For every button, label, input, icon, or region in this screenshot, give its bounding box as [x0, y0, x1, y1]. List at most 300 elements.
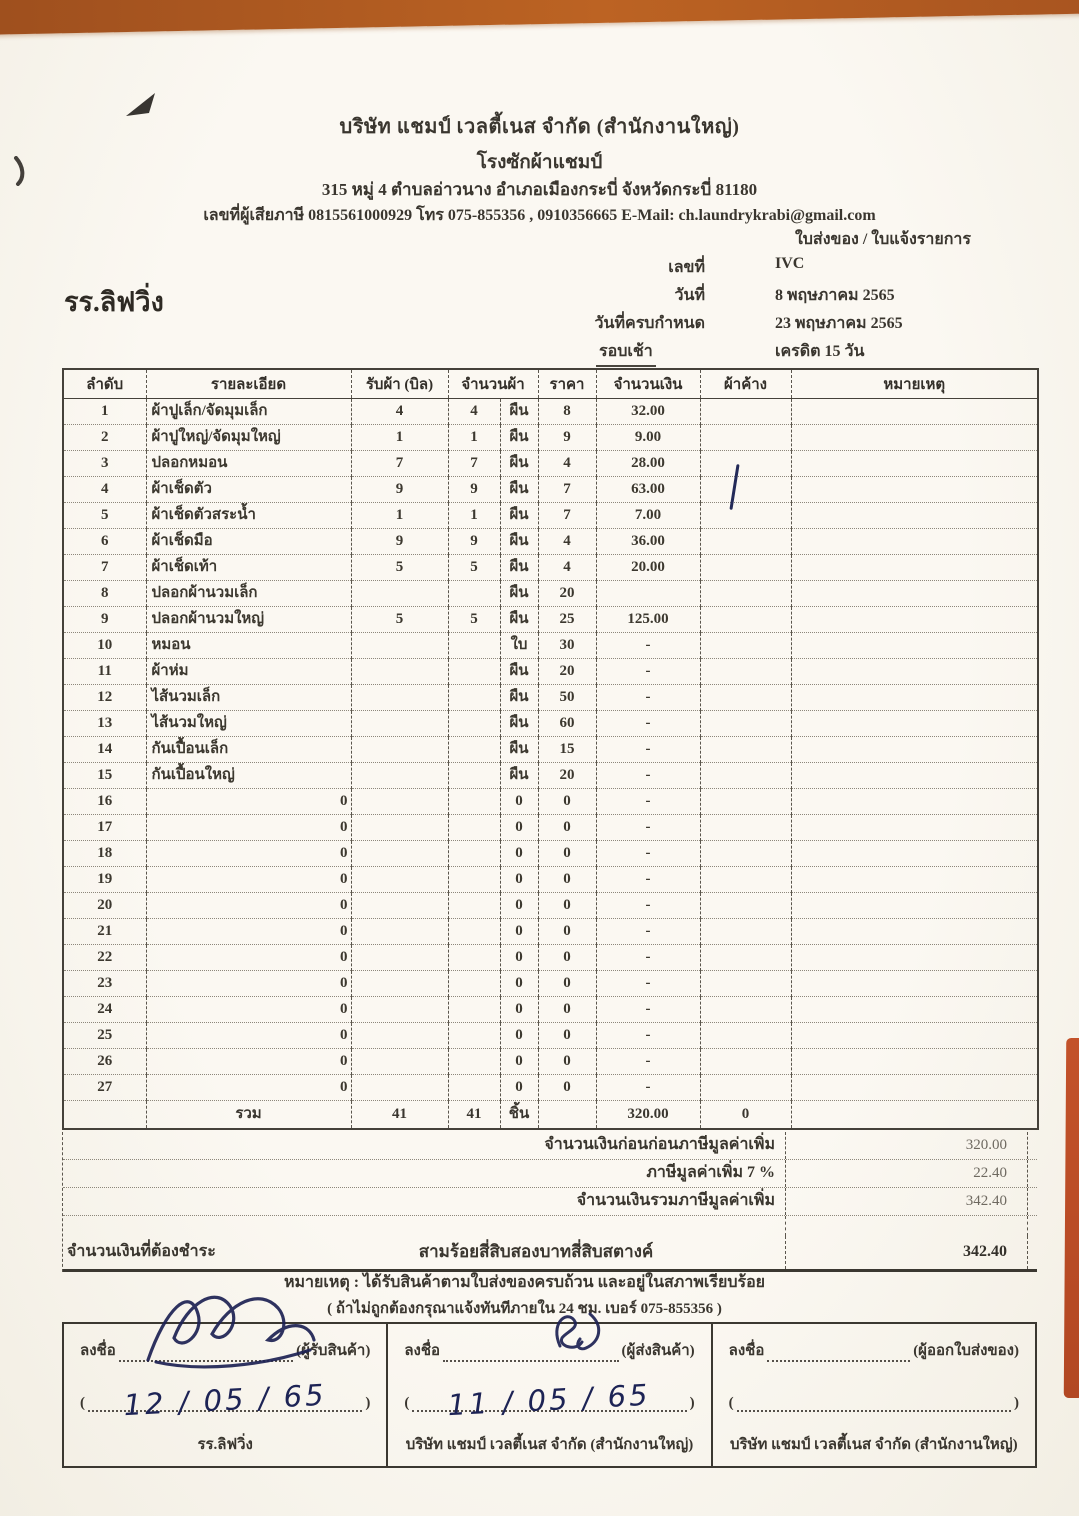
cell-no: 6: [63, 529, 146, 555]
cell-bill: 9: [351, 529, 448, 555]
cell-desc: ไส้นวมเล็ก: [146, 685, 351, 711]
cell-price: 0: [538, 919, 596, 945]
cell-qty: [448, 919, 500, 945]
cell-bill: [351, 997, 448, 1023]
cell-price: 9: [538, 425, 596, 451]
cell-note: [791, 1075, 1038, 1101]
cell-qty: [448, 971, 500, 997]
cell-desc: 0: [146, 971, 351, 997]
summary-spacer-end: [1028, 1216, 1037, 1236]
cell-unit: ใบ: [500, 633, 538, 659]
cell-bill: [351, 893, 448, 919]
signature-line: [729, 1340, 1019, 1362]
signer-role: (ผู้ส่งสินค้า): [621, 1343, 695, 1359]
cell-desc: ไส้นวมใหญ่: [146, 711, 351, 737]
cell-desc: 0: [146, 841, 351, 867]
cell-desc: 0: [146, 893, 351, 919]
signature-box-3: [711, 1324, 1035, 1466]
paren-open: (: [404, 1395, 410, 1411]
cell-amount: 9.00: [596, 425, 700, 451]
cell-no: 22: [63, 945, 146, 971]
cell-desc: 0: [146, 919, 351, 945]
invoice-number-value: IVC: [775, 255, 805, 272]
cell-note: [791, 607, 1038, 633]
cell-no: 11: [63, 659, 146, 685]
cell-price: 4: [538, 555, 596, 581]
cell-price: 0: [538, 1049, 596, 1075]
signer-role: (ผู้รับสินค้า): [296, 1343, 371, 1359]
cell-note: [791, 867, 1038, 893]
cell-price: 0: [538, 815, 596, 841]
sign-label: ลงชื่อ: [80, 1343, 116, 1359]
cell-desc: 0: [146, 945, 351, 971]
cell-pending: [700, 945, 791, 971]
cell-qty: 9: [448, 477, 500, 503]
cell-unit: 0: [500, 1023, 538, 1049]
cell-amount: [596, 581, 700, 607]
cell-no: 14: [63, 737, 146, 763]
cell-qty: [448, 1075, 500, 1101]
cell-pending: [700, 1049, 791, 1075]
cell-price: 50: [538, 685, 596, 711]
col-header-description: รายละเอียด: [146, 369, 351, 399]
table-row: [63, 633, 1038, 659]
cell-price: 0: [538, 971, 596, 997]
cell-unit: ผืน: [500, 659, 538, 685]
cell-qty: 9: [448, 529, 500, 555]
table-row: [63, 555, 1038, 581]
summary-label: จำนวนเงินก่อนก่อนภาษีมูลค่าเพิ่ม: [544, 1136, 775, 1153]
cell-unit: ผืน: [500, 451, 538, 477]
table-row: [63, 945, 1038, 971]
name-dotted-line: [412, 1377, 686, 1423]
company-subtitle: โรงซักผ้าแชมป์: [476, 152, 603, 173]
cell-bill: [351, 867, 448, 893]
cell-qty: [448, 867, 500, 893]
cell-price: 30: [538, 633, 596, 659]
signer-role: (ผู้ออกใบส่งของ): [913, 1343, 1019, 1359]
meta-row-due-date: [520, 311, 1040, 339]
table-row: [63, 399, 1038, 425]
scanner-background-right: [1064, 1038, 1079, 1398]
summary-spacer-cell: [785, 1216, 1028, 1236]
cell-note: [791, 477, 1038, 503]
paren-open: (: [728, 1395, 734, 1411]
cell-pending: [700, 997, 791, 1023]
cell-qty: 7: [448, 451, 500, 477]
cell-bill: [351, 711, 448, 737]
cell-amount: -: [596, 711, 700, 737]
col-header-price: ราคา: [538, 369, 596, 399]
table-row: [63, 659, 1038, 685]
cell-price: 8: [538, 399, 596, 425]
table-row: [63, 711, 1038, 737]
summary-value: 342.40: [785, 1188, 1028, 1215]
total-cell-qty: 41: [448, 1101, 500, 1130]
cell-no: 13: [63, 711, 146, 737]
cell-amount: -: [596, 971, 700, 997]
cell-note: [791, 451, 1038, 477]
col-header-no: ลำดับ: [63, 369, 146, 399]
cell-unit: 0: [500, 1075, 538, 1101]
paren-open: (: [80, 1395, 85, 1411]
cell-unit: ผืน: [500, 737, 538, 763]
table-row: [63, 581, 1038, 607]
cell-pending: [700, 503, 791, 529]
cell-no: 24: [63, 997, 146, 1023]
cell-pending: [700, 529, 791, 555]
table-body: [63, 399, 1038, 1101]
cell-qty: [448, 997, 500, 1023]
cell-unit: 0: [500, 789, 538, 815]
total-cell-amount: 320.00: [596, 1101, 700, 1130]
company-name: บริษัท แชมป์ เวลตี้เนส จำกัด (สำนักงานใหญ่): [339, 116, 740, 138]
cell-no: 3: [63, 451, 146, 477]
cell-amount: -: [596, 1023, 700, 1049]
summary-spacer: [63, 1216, 1037, 1236]
cell-price: 0: [538, 789, 596, 815]
cell-amount: 36.00: [596, 529, 700, 555]
cell-amount: -: [596, 763, 700, 789]
cell-no: 20: [63, 893, 146, 919]
pen-mark-arrow: [124, 88, 160, 125]
amount-in-words: สามร้อยสี่สิบสองบาทสี่สิบสตางค์: [418, 1242, 654, 1261]
cell-price: 0: [538, 867, 596, 893]
cell-no: 2: [63, 425, 146, 451]
cell-amount: 63.00: [596, 477, 700, 503]
cell-pending: [700, 477, 791, 503]
cell-no: 16: [63, 789, 146, 815]
remark-line-2: ( ถ้าไม่ถูกต้องกรุณาแจ้งทันทีภายใน 24 ชม. เบอร์ 075-855356 ): [327, 1301, 722, 1317]
cell-bill: 7: [351, 451, 448, 477]
scanner-background-top: [0, 0, 1079, 35]
cell-amount: -: [596, 737, 700, 763]
cell-amount: -: [596, 893, 700, 919]
summary-label: ภาษีมูลค่าเพิ่ม 7 %: [646, 1164, 775, 1181]
col-header-amount: จำนวนเงิน: [596, 369, 700, 399]
cell-price: 7: [538, 477, 596, 503]
cell-no: 8: [63, 581, 146, 607]
invoice-number-label: เลขที่: [668, 259, 705, 276]
cell-qty: [448, 945, 500, 971]
cell-unit: 0: [500, 919, 538, 945]
cell-price: 15: [538, 737, 596, 763]
cell-bill: [351, 581, 448, 607]
due-date-value: 23 พฤษภาคม 2565: [775, 315, 903, 332]
col-header-bill: รับผ้า (บิล): [351, 369, 448, 399]
cell-pending: [700, 633, 791, 659]
cell-pending: [700, 867, 791, 893]
cell-pending: [700, 607, 791, 633]
cell-desc: ผ้าห่ม: [146, 659, 351, 685]
document-type: ใบส่งของ / ใบแจ้งรายการ: [794, 231, 971, 248]
cell-note: [791, 581, 1038, 607]
cell-pending: [700, 815, 791, 841]
total-cell-label: รวม: [146, 1101, 351, 1130]
cell-amount: 7.00: [596, 503, 700, 529]
invoice-date-value: 8 พฤษภาคม 2565: [775, 287, 895, 304]
cell-pending: [700, 425, 791, 451]
total-cell-no: [63, 1101, 146, 1130]
cell-desc: ผ้าปูเล็ก/จัดมุมเล็ก: [146, 399, 351, 425]
company-address: 315 หมู่ 4 ตำบลอ่าวนาง อำเภอเมืองกระบี่ จังหวัดกระบี่ 81180: [321, 180, 758, 199]
cell-price: 0: [538, 893, 596, 919]
cell-bill: 5: [351, 607, 448, 633]
name-dotted-line: [88, 1377, 362, 1423]
cell-unit: 0: [500, 971, 538, 997]
cell-bill: [351, 945, 448, 971]
amount-due-end: [1028, 1236, 1037, 1269]
cell-no: 27: [63, 1075, 146, 1101]
cell-unit: ผืน: [500, 555, 538, 581]
cell-desc: ผ้าปูใหญ่/จัดมุมใหญ่: [146, 425, 351, 451]
summary-spacer-fill: [63, 1216, 785, 1236]
cell-note: [791, 555, 1038, 581]
name-dotted-line: [737, 1394, 1011, 1412]
cell-desc: 0: [146, 1023, 351, 1049]
name-line: [404, 1377, 695, 1423]
signer-organization: รร.ลิฟวิ่ง: [197, 1437, 253, 1453]
cell-amount: -: [596, 685, 700, 711]
cell-price: 0: [538, 1075, 596, 1101]
cell-desc: ผ้าเช็ดตัวสระน้ำ: [146, 503, 351, 529]
table-row: [63, 867, 1038, 893]
items-table: [62, 368, 1039, 1130]
meta-row-date: [520, 283, 1040, 311]
total-cell-price: [538, 1101, 596, 1130]
col-header-note: หมายเหตุ: [791, 369, 1038, 399]
cell-unit: 0: [500, 867, 538, 893]
cell-note: [791, 1049, 1038, 1075]
cell-unit: ผืน: [500, 581, 538, 607]
cell-unit: 0: [500, 997, 538, 1023]
cell-bill: [351, 659, 448, 685]
cell-pending: [700, 763, 791, 789]
cell-amount: -: [596, 633, 700, 659]
table-row: [63, 503, 1038, 529]
cell-bill: [351, 685, 448, 711]
round-label: รอบเช้า: [596, 339, 656, 367]
cell-bill: [351, 737, 448, 763]
cell-qty: [448, 685, 500, 711]
due-date-label: วันที่ครบกำหนด: [594, 315, 705, 332]
cell-desc: 0: [146, 997, 351, 1023]
cell-qty: [448, 841, 500, 867]
cell-unit: 0: [500, 945, 538, 971]
amount-due-label: จำนวนเงินที่ต้องชำระ: [67, 1243, 216, 1260]
paren-close: ): [1013, 1395, 1019, 1411]
cell-no: 7: [63, 555, 146, 581]
cell-pending: [700, 451, 791, 477]
summary-row: [63, 1132, 1037, 1160]
sender-signature-scribble: [542, 1306, 624, 1363]
cell-pending: [700, 919, 791, 945]
cell-note: [791, 685, 1038, 711]
cell-price: 25: [538, 607, 596, 633]
cell-amount: -: [596, 997, 700, 1023]
cell-no: 10: [63, 633, 146, 659]
col-header-quantity: จำนวนผ้า: [448, 369, 538, 399]
cell-desc: 0: [146, 867, 351, 893]
cell-bill: [351, 789, 448, 815]
cell-desc: 0: [146, 815, 351, 841]
cell-qty: 5: [448, 555, 500, 581]
cell-desc: กันเปื้อนใหญ่: [146, 763, 351, 789]
total-cell-unit: ชิ้น: [500, 1101, 538, 1130]
cell-amount: -: [596, 867, 700, 893]
cell-bill: [351, 841, 448, 867]
sign-label: ลงชื่อ: [728, 1343, 765, 1359]
table-row: [63, 789, 1038, 815]
summary-section: [62, 1132, 1037, 1272]
cell-note: [791, 841, 1038, 867]
cell-no: 18: [63, 841, 146, 867]
cell-note: [791, 997, 1038, 1023]
cell-price: 20: [538, 581, 596, 607]
cell-note: [791, 737, 1038, 763]
cell-note: [791, 529, 1038, 555]
paren-close: ): [689, 1395, 695, 1411]
cell-price: 4: [538, 451, 596, 477]
cell-bill: 1: [351, 503, 448, 529]
cell-bill: [351, 971, 448, 997]
cell-amount: 28.00: [596, 451, 700, 477]
signer-organization: บริษัท แชมป์ เวลตี้เนส จำกัด (สำนักงานใหญ่): [405, 1437, 694, 1453]
cell-pending: [700, 659, 791, 685]
cell-note: [791, 789, 1038, 815]
summary-row-end: [1028, 1188, 1037, 1215]
cell-note: [791, 711, 1038, 737]
summary-row: [63, 1160, 1037, 1188]
table-row: [63, 1075, 1038, 1101]
table-row: [63, 1023, 1038, 1049]
cell-desc: ปลอกผ้านวมเล็ก: [146, 581, 351, 607]
total-cell-bill: 41: [351, 1101, 448, 1130]
summary-row-end: [1028, 1160, 1037, 1187]
cell-desc: ผ้าเช็ดเท้า: [146, 555, 351, 581]
cell-no: 23: [63, 971, 146, 997]
cell-unit: ผืน: [500, 399, 538, 425]
cell-bill: [351, 815, 448, 841]
summary-row: [63, 1188, 1037, 1216]
cell-qty: [448, 763, 500, 789]
handwritten-date: 11 / 05 / 65: [447, 1377, 652, 1423]
amount-due-value: 342.40: [785, 1236, 1028, 1269]
cell-price: 20: [538, 659, 596, 685]
cell-unit: 0: [500, 1049, 538, 1075]
table-total-row: [63, 1101, 1038, 1130]
cell-qty: [448, 893, 500, 919]
cell-bill: [351, 1075, 448, 1101]
cell-no: 15: [63, 763, 146, 789]
table-row: [63, 607, 1038, 633]
cell-price: 0: [538, 945, 596, 971]
total-cell-pending: 0: [700, 1101, 791, 1130]
cell-qty: [448, 659, 500, 685]
cell-amount: 32.00: [596, 399, 700, 425]
cell-qty: [448, 581, 500, 607]
table-row: [63, 529, 1038, 555]
cell-pending: [700, 555, 791, 581]
cell-bill: 1: [351, 425, 448, 451]
cell-amount: -: [596, 659, 700, 685]
cell-unit: ผืน: [500, 503, 538, 529]
cell-bill: [351, 1049, 448, 1075]
summary-value: 320.00: [785, 1132, 1028, 1159]
table-row: [63, 477, 1038, 503]
cell-qty: [448, 789, 500, 815]
signature-dotted-line: [767, 1344, 910, 1362]
signer-organization: บริษัท แชมป์ เวลตี้เนส จำกัด (สำนักงานใหญ่): [730, 1437, 1018, 1453]
cell-amount: 20.00: [596, 555, 700, 581]
cell-amount: -: [596, 789, 700, 815]
cell-note: [791, 893, 1038, 919]
cell-note: [791, 815, 1038, 841]
sign-label: ลงชื่อ: [404, 1343, 441, 1359]
cell-amount: -: [596, 1049, 700, 1075]
table-row: [63, 1049, 1038, 1075]
cell-bill: [351, 1023, 448, 1049]
cell-note: [791, 945, 1038, 971]
cell-desc: หมอน: [146, 633, 351, 659]
summary-label: จำนวนเงินรวมภาษีมูลค่าเพิ่ม: [576, 1192, 775, 1209]
cell-note: [791, 919, 1038, 945]
cell-pending: [700, 711, 791, 737]
cell-bill: [351, 633, 448, 659]
cell-note: [791, 399, 1038, 425]
cell-desc: ปลอกผ้านวมใหญ่: [146, 607, 351, 633]
cell-unit: 0: [500, 841, 538, 867]
cell-no: 17: [63, 815, 146, 841]
cell-unit: ผืน: [500, 711, 538, 737]
cell-pending: [700, 1023, 791, 1049]
handwritten-date: 12 / 05 / 65: [122, 1377, 328, 1423]
remark-line-1: หมายเหตุ : ได้รับสินค้าตามใบส่งของครบถ้วน และอยู่ในสภาพเรียบร้อย: [283, 1274, 766, 1291]
cell-note: [791, 425, 1038, 451]
cell-amount: 125.00: [596, 607, 700, 633]
cell-qty: [448, 1023, 500, 1049]
cell-no: 4: [63, 477, 146, 503]
cell-pending: [700, 841, 791, 867]
cell-no: 25: [63, 1023, 146, 1049]
total-cell-note: [791, 1101, 1038, 1130]
cell-qty: [448, 711, 500, 737]
cell-no: 5: [63, 503, 146, 529]
cell-desc: กันเปื้อนเล็ก: [146, 737, 351, 763]
cell-price: 60: [538, 711, 596, 737]
cell-amount: -: [596, 1075, 700, 1101]
cell-qty: 4: [448, 399, 500, 425]
cell-pending: [700, 685, 791, 711]
name-line: [729, 1386, 1019, 1412]
cell-pending: [700, 789, 791, 815]
summary-value: 22.40: [785, 1160, 1028, 1187]
cell-no: 1: [63, 399, 146, 425]
cell-amount: -: [596, 945, 700, 971]
cell-unit: ผืน: [500, 685, 538, 711]
cell-desc: ผ้าเช็ดมือ: [146, 529, 351, 555]
cell-unit: ผืน: [500, 477, 538, 503]
cell-pending: [700, 1075, 791, 1101]
cell-unit: ผืน: [500, 763, 538, 789]
table-row: [63, 815, 1038, 841]
cell-bill: [351, 763, 448, 789]
summary-rows: [63, 1132, 1037, 1216]
cell-note: [791, 633, 1038, 659]
cell-no: 21: [63, 919, 146, 945]
cell-no: 26: [63, 1049, 146, 1075]
cell-bill: [351, 919, 448, 945]
